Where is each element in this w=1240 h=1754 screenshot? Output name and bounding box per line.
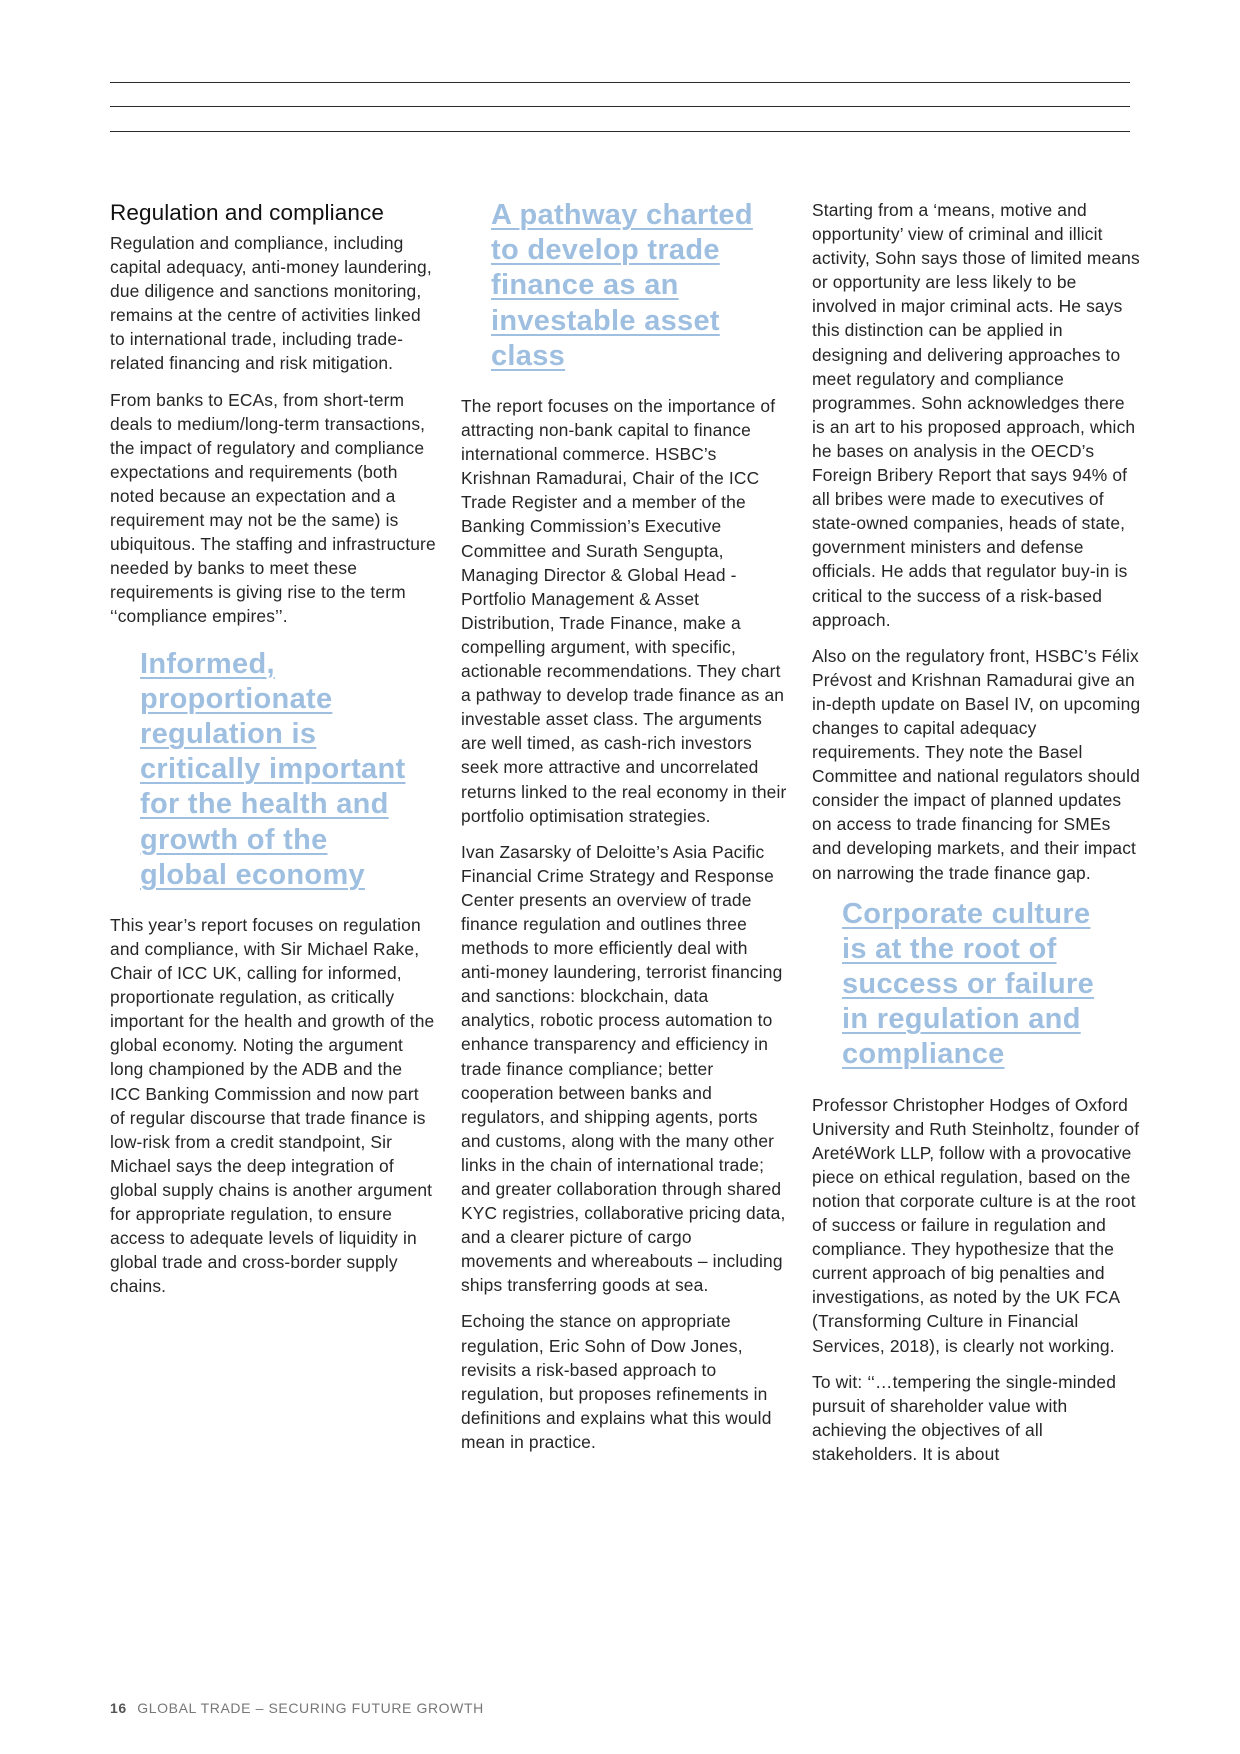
pull-quote-line: is at the root of [842, 932, 1057, 965]
pull-quote-line: finance as an [491, 269, 679, 302]
pull-quote-line: compliance [842, 1038, 1005, 1071]
col3-paragraph-1: Starting from a ‘means, motive and opportunity’ view of criminal and illicit activity, Sohn says those of limited means or opportunity are less likely to be involved in major criminal acts. He says this distinction can be applied in designing and delivering approaches to meet regulatory and compliance programmes. Sohn acknowledges there is an art to his proposed approach, which he bases on analysis in the OECD’s Foreign Bribery Report that says 94% of all bribes were made to executives of state-owned companies, heads of state, government ministers and defense officials. He adds that regulator buy-in is critical to the success of a risk-based approach. [812, 200, 1140, 630]
column-left [110, 198, 436, 1310]
pull-quote-line: to develop trade [491, 234, 720, 267]
footer-title: GLOBAL TRADE – SECURING FUTURE GROWTH [137, 1700, 484, 1716]
col1-paragraph-1: Regulation and compliance, including capital adequacy, anti-money laundering, due diligence and sanctions monitoring, remains at the centre of activities linked to international trade, including trade-related financing and risk mitigation. [110, 233, 432, 374]
page-number: 16 [110, 1700, 127, 1716]
pull-quote-line: investable asset [491, 304, 720, 337]
col3-paragraph-3: Professor Christopher Hodges of Oxford University and Ruth Steinholtz, founder of AretéWork LLP, follow with a provocative piece on ethical regulation, based on the notion that corporate culture is at the root of success or failure in regulation and compliance. They hypothesize that the current approach of big penalties and investigations, as noted by the UK FCA (Transforming Culture in Financial Services, 2018), is clearly not working. [812, 1094, 1140, 1356]
col1-paragraph-3: This year’s report focuses on regulation and compliance, with Sir Michael Rake, Chair of ICC UK, calling for informed, proportionate regulation, as critically important for the health and growth of the global economy. Noting the argument long championed by the ADB and the ICC Banking Commission and now part of regular discourse that trade finance is low-risk from a credit standpoint, Sir Michael says the deep integration of global supply chains is another argument for appropriate regulation, to ensure access to adequate levels of liquidity in global trade and cross-border supply chains. [110, 914, 435, 1297]
column-middle [461, 198, 787, 1466]
pull-quote-line: proportionate [140, 682, 333, 715]
pull-quote-line: critically important [140, 753, 406, 786]
page-footer [110, 1700, 484, 1716]
pull-quote-line: Informed, [140, 647, 275, 680]
pull-quote-line: in regulation and [842, 1003, 1081, 1036]
pull-quote-pathway [491, 198, 787, 374]
col2-paragraph-1: The report focuses on the importance of attracting non-bank capital to finance international commerce. HSBC’s Krishnan Ramadurai, Chair of the ICC Trade Register and a member of the Banking Commission’s Executive Committee and Surath Sengupta, Managing Director & Global Head - Portfolio Management & Asset Distribution, Trade Finance, make a compelling argument, with specific, actionable recommendations. They chart a pathway to develop trade finance as an investable asset class. The arguments are well timed, as cash-rich investors seek more attractive and uncorrelated returns linked to the real economy in their portfolio optimisation strategies. [461, 396, 787, 826]
top-rule-2 [110, 106, 1130, 107]
col3-paragraph-2: Also on the regulatory front, HSBC’s Félix Prévost and Krishnan Ramadurai give an in-depth update on Basel IV, on upcoming changes to capital adequacy requirements. They note the Basel Committee and national regulators should consider the impact of planned updates on access to trade financing for SMEs and developing markets, and their impact on narrowing the trade finance gap. [812, 645, 1141, 883]
pull-quote-corporate-culture [842, 897, 1142, 1073]
pull-quote-line: Corporate culture [842, 897, 1091, 930]
section-heading: Regulation and compliance [110, 200, 384, 225]
pull-quote-informed-regulation [140, 647, 436, 893]
col2-paragraph-2: Ivan Zasarsky of Deloitte’s Asia Pacific Financial Crime Strategy and Response Center presents an overview of trade finance regulation and outlines three methods to more efficiently deal with anti-money laundering, terrorist financing and sanctions: blockchain, data analytics, robotic process automation to enhance transparency and efficiency in trade finance compliance; better cooperation between banks and regulators, and shipping agents, ports and customs, along with the many other links in the chain of international trade; and greater collaboration through shared KYC registries, collaborative pricing data, and a clearer picture of cargo movements and whereabouts – including ships transferring goods at sea. [461, 841, 786, 1296]
pull-quote-line: success or failure [842, 968, 1095, 1001]
pull-quote-line: for the health and [140, 788, 389, 821]
pull-quote-line: class [491, 339, 566, 372]
pull-quote-line: global economy [140, 858, 365, 891]
col1-paragraph-2: From banks to ECAs, from short-term deals to medium/long-term transactions, the impact of regulatory and compliance expectations and requirements (both noted because an expectation and a requirement may not be the same) is ubiquitous. The staffing and infrastructure needed by banks to meet these requirements is giving rise to the term ‘‘compliance empires’’. [110, 389, 436, 627]
pull-quote-line: regulation is [140, 717, 317, 750]
top-rule-3 [110, 131, 1130, 132]
pull-quote-line: A pathway charted [491, 199, 753, 231]
col3-paragraph-4: To wit: ‘‘…tempering the single-minded pursuit of shareholder value with achieving the objectives of all stakeholders. It is about [812, 1371, 1117, 1464]
col2-paragraph-3: Echoing the stance on appropriate regulation, Eric Sohn of Dow Jones, revisits a risk-based approach to regulation, but proposes refinements in definitions and explains what this would mean in practice. [461, 1311, 772, 1452]
top-rule-1 [110, 82, 1130, 83]
column-right [812, 198, 1142, 1478]
pull-quote-line: growth of the [140, 823, 328, 856]
